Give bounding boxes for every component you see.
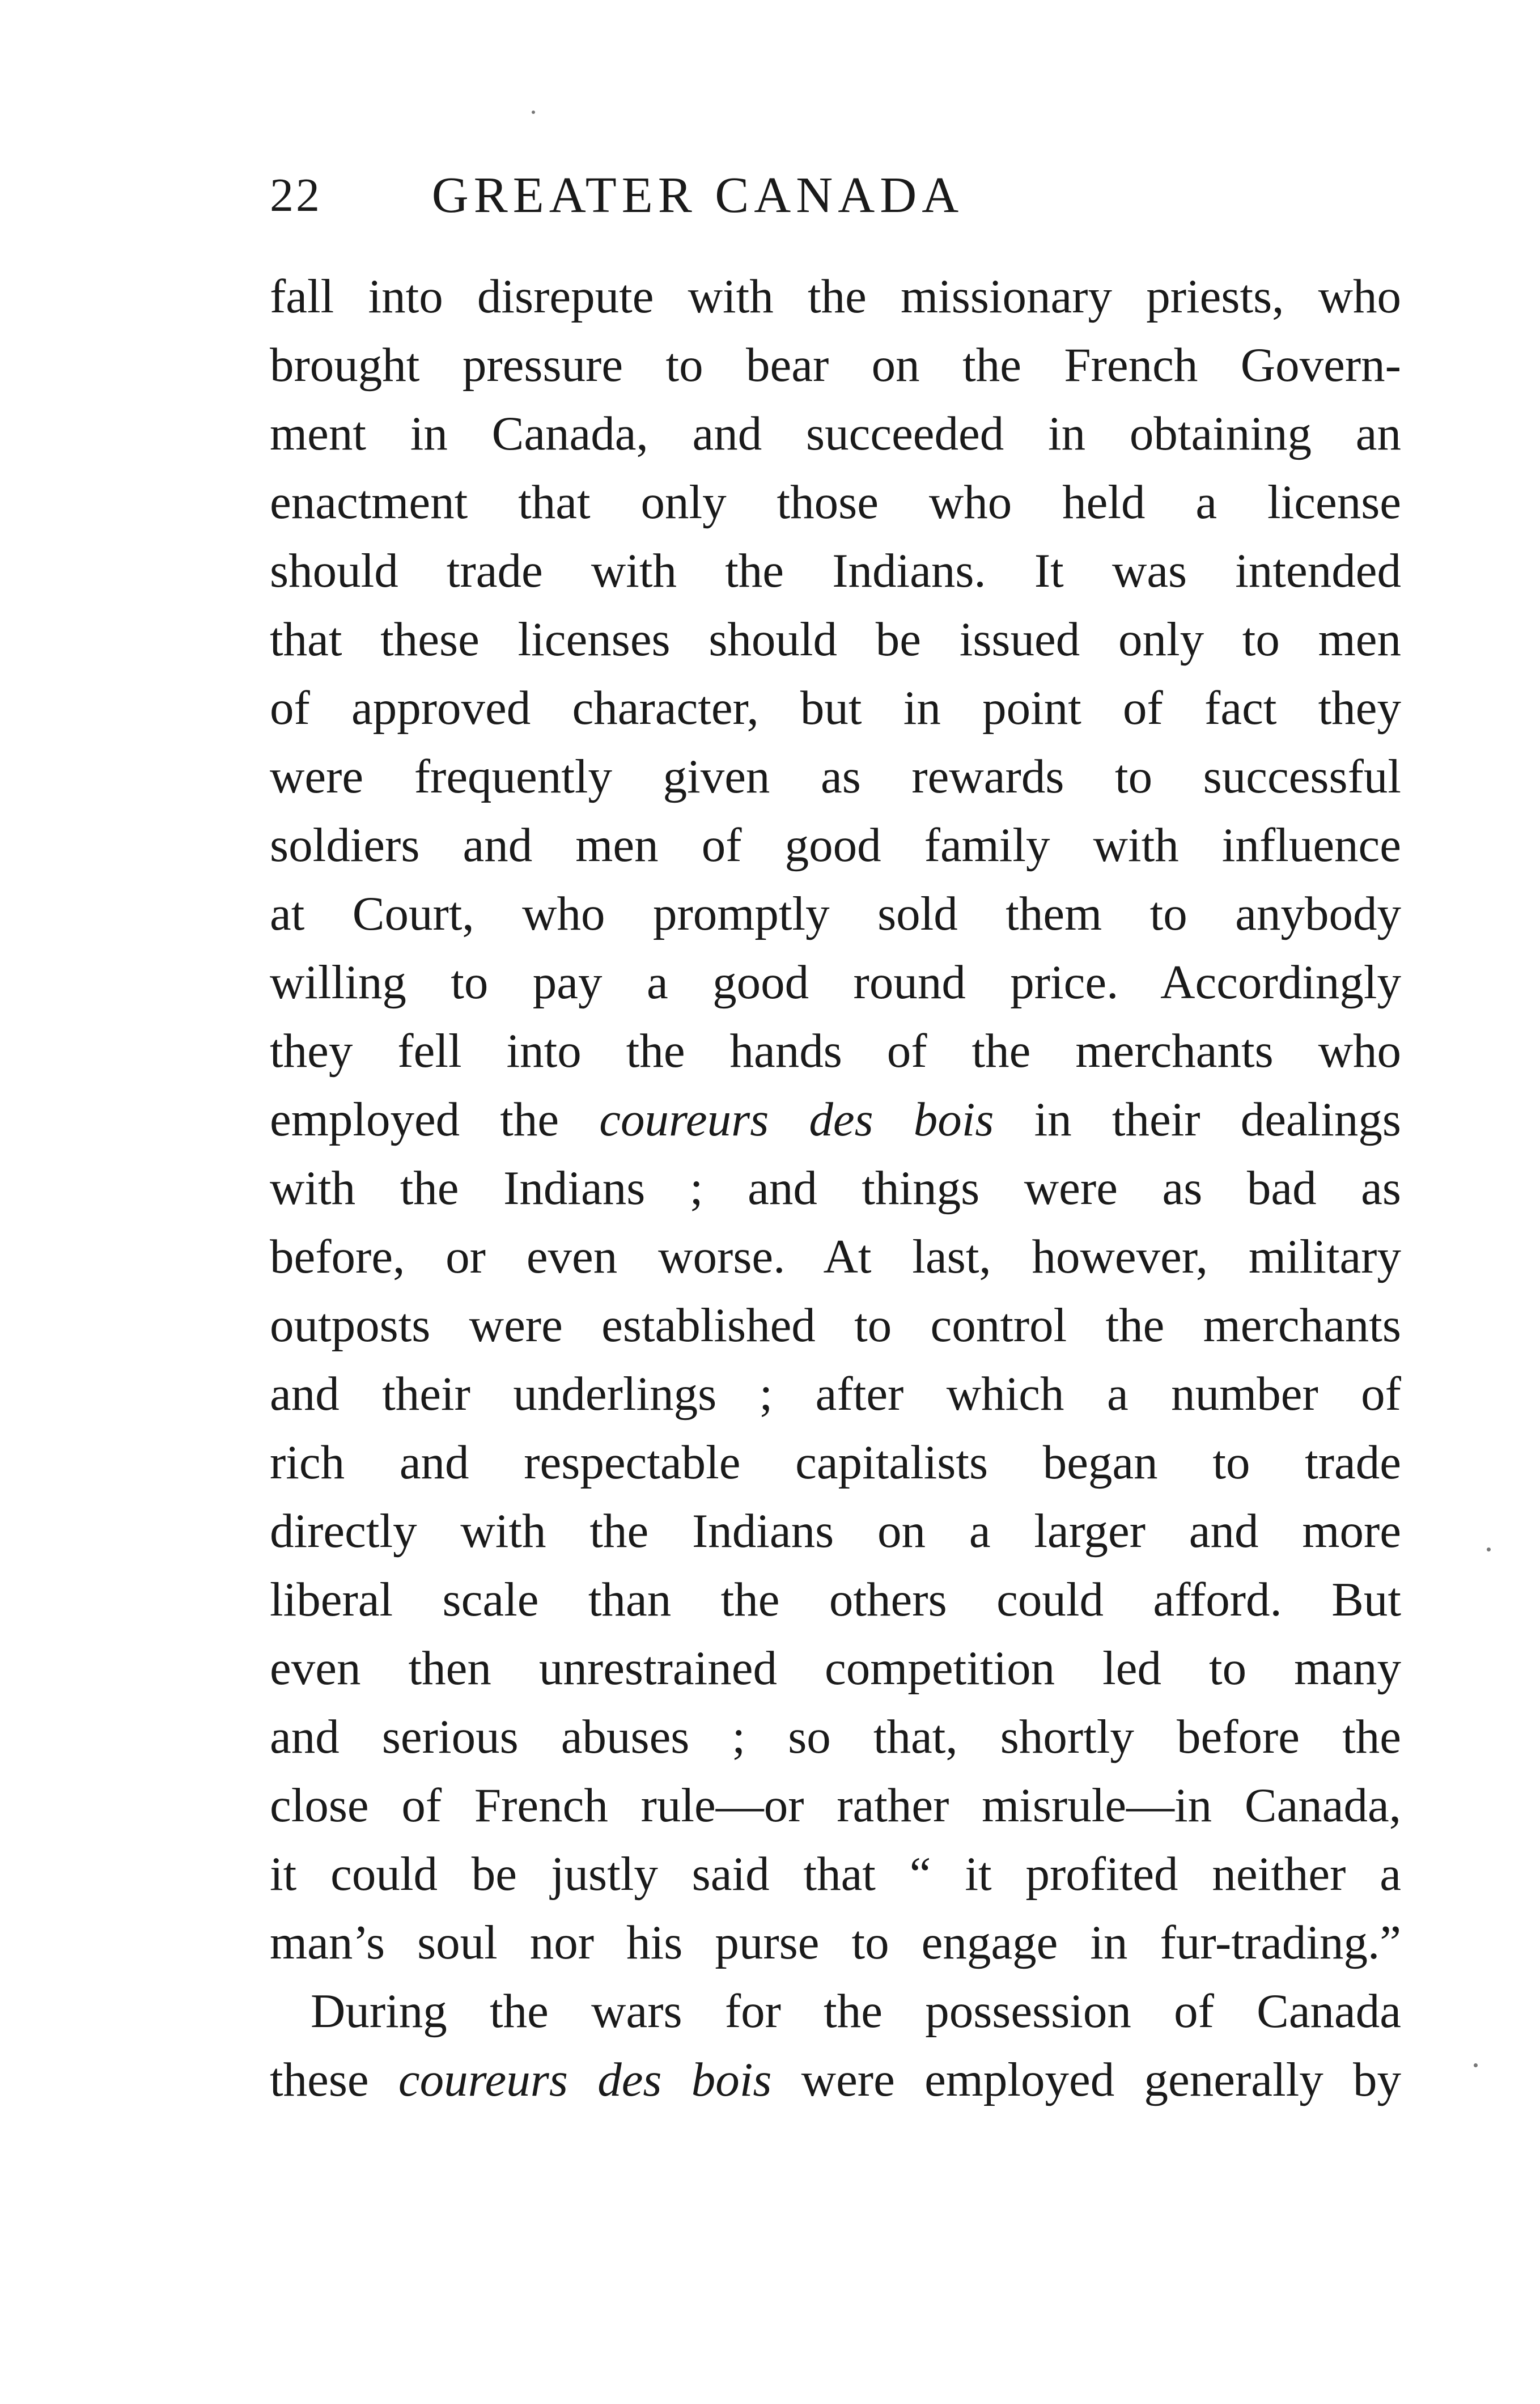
running-header <box>270 162 1126 230</box>
text-run: man’s soul nor his purse to engage in fur-trading.” <box>270 1916 1401 1969</box>
text-line <box>270 1223 1401 1291</box>
text-line <box>270 1291 1401 1360</box>
text-run: should trade with the Indians. It was intended <box>270 544 1401 597</box>
text-run: that these licenses should be issued only to men <box>270 613 1401 666</box>
text-line <box>270 948 1401 1017</box>
text-run: liberal scale than the others could afford. But <box>270 1573 1401 1626</box>
running-title: GREATER CANADA <box>431 167 964 223</box>
text-run: willing to pay a good round price. Accordingly <box>270 956 1401 1009</box>
text-run: brought pressure to bear on the French Govern- <box>270 338 1401 392</box>
text-line <box>270 1703 1401 1771</box>
text-run: even then unrestrained competition led to many <box>270 1642 1401 1695</box>
text-run: fall into disrepute with the missionary priests, who <box>270 270 1401 323</box>
print-speck <box>1474 2063 1478 2067</box>
text-line <box>270 262 1401 331</box>
text-line <box>270 674 1401 743</box>
text-line <box>270 1428 1401 1497</box>
text-line <box>270 1840 1401 1909</box>
text-line <box>270 400 1401 468</box>
text-run: employed the <box>270 1093 600 1146</box>
text-run: soldiers and men of good family with influence <box>270 819 1401 872</box>
text-run: it could be justly said that “ it profited neither a <box>270 1847 1401 1901</box>
italic-phrase: coureurs des bois <box>599 1093 994 1146</box>
text-line <box>270 1497 1401 1566</box>
print-speck <box>532 111 535 114</box>
text-run: these <box>270 2053 398 2106</box>
text-line <box>270 537 1401 605</box>
text-line <box>270 1086 1401 1154</box>
text-run: outposts were established to control the merchants <box>270 1299 1401 1352</box>
text-run: before, or even worse. At last, however, military <box>270 1230 1401 1283</box>
text-run: were employed generally by <box>771 2053 1401 2106</box>
text-run: During the wars for the possession of Canada <box>311 1985 1401 2038</box>
text-line <box>270 468 1401 537</box>
text-line <box>270 605 1401 674</box>
text-line <box>270 1634 1401 1703</box>
text-line <box>270 1154 1401 1223</box>
text-run: enactment that only those who held a license <box>270 476 1401 529</box>
text-run: with the Indians ; and things were as bad as <box>270 1161 1401 1215</box>
text-run: ment in Canada, and succeeded in obtaining an <box>270 407 1401 460</box>
text-run: in their dealings <box>994 1093 1401 1146</box>
text-run: close of French rule—or rather misrule—in Canada, <box>270 1779 1401 1832</box>
text-line <box>270 1566 1401 1634</box>
text-line <box>270 2046 1401 2114</box>
text-line <box>270 1909 1401 1977</box>
text-line <box>270 880 1401 948</box>
text-run: of approved character, but in point of fact they <box>270 681 1401 735</box>
text-run: were frequently given as rewards to successful <box>270 750 1401 803</box>
text-run: at Court, who promptly sold them to anybody <box>270 887 1401 940</box>
text-run: rich and respectable capitalists began to trade <box>270 1436 1401 1489</box>
text-run: directly with the Indians on a larger and more <box>270 1504 1401 1558</box>
text-run: and their underlings ; after which a number of <box>270 1367 1401 1421</box>
italic-phrase: coureurs des bois <box>398 2053 772 2106</box>
page-number: 22 <box>270 169 322 222</box>
text-line <box>270 743 1401 811</box>
text-line <box>270 1360 1401 1428</box>
print-speck <box>1487 1547 1491 1551</box>
text-line <box>270 331 1401 400</box>
text-line <box>270 1977 1401 2046</box>
text-run: they fell into the hands of the merchants who <box>270 1024 1401 1078</box>
text-line <box>270 1017 1401 1086</box>
text-line <box>270 1771 1401 1840</box>
text-run: and serious abuses ; so that, shortly before the <box>270 1710 1401 1763</box>
text-line <box>270 811 1401 880</box>
body-text <box>270 262 1401 2114</box>
